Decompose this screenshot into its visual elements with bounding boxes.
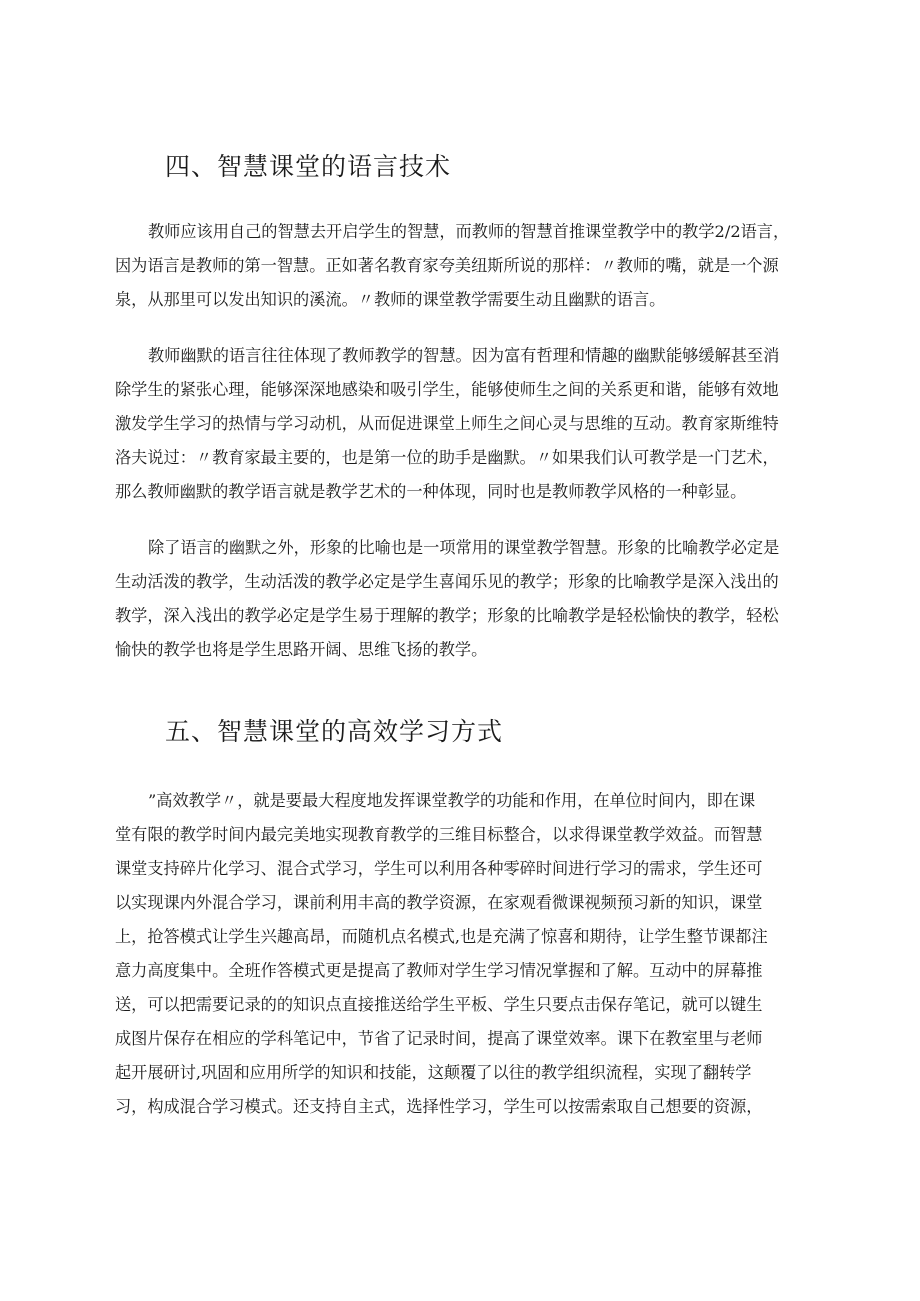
text-line: ”高效教学〃，就是要最大程度地发挥课堂教学的功能和作用，在单位时间内，即在课: [148, 791, 756, 810]
text-line: 生动活泼的教学，生动活泼的教学必定是学生喜闻乐见的教学；形象的比喻教学是深入浅出的: [115, 572, 779, 591]
text-line: 上，抢答模式让学生兴趣高昂，而随机点名模式,也是充满了惊喜和期待，让学生整节课都注: [115, 927, 768, 946]
text-line: 因为语言是教师的第一智慧。正如著名教育家夸美纽斯所说的那样：〃教师的嘴，就是一个源: [115, 256, 779, 275]
paragraph-4-1: [115, 215, 920, 317]
section-heading-5: 五、智慧课堂的高效学习方式: [165, 717, 504, 746]
text-line: 课堂支持碎片化学习、混合式学习，学生可以利用各种零碎时间进行学习的需求，学生还可: [115, 859, 763, 878]
text-line: 以实现课内外混合学习，课前利用丰高的教学资源，在家观看微课视频预习新的知识，课堂: [115, 893, 763, 912]
text-line: 教师应该用自己的智慧去开启学生的智慧，而教师的智慧首推课堂教学中的教学2/2语言，: [148, 222, 790, 241]
text-line: 除学生的紧张心理，能够深深地感染和吸引学生，能够使师生之间的关系更和谐，能够有效地: [115, 380, 779, 399]
text-line: 堂有限的教学时间内最完美地实现教育教学的三维目标整合，以求得课堂教学效益。而智慧: [115, 825, 763, 844]
text-line: 除了语言的幽默之外，形象的比喻也是一项常用的课堂教学智慧。形象的比喻教学必定是: [148, 538, 780, 557]
text-line: 习，构成混合学习模式。还支持自主式，选择性学习，学生可以按需索取自己想要的资源，: [115, 1097, 763, 1116]
text-line: 教师幽默的语言往往体现了教师教学的智慧。因为富有哲理和情趣的幽默能够缓解甚至消: [148, 346, 780, 365]
paragraph-5-1: [115, 784, 920, 1124]
text-line: 意力高度集中。全班作答模式更是提高了教师对学生学习情况掌握和了解。互动中的屏幕推: [115, 961, 763, 980]
text-line: 成图片保存在相应的学科笔记中，节省了记录时间，提高了课堂效率。课下在教室里与老师: [115, 1029, 763, 1048]
paragraph-4-2: [115, 339, 920, 509]
text-line: 泉，从那里可以发出知识的溪流。〃教师的课堂教学需要生动且幽默的语言。: [115, 290, 666, 309]
text-line: 洛夫说过：〃教育家最主要的，也是第一位的助手是幽默。〃如果我们认可教学是一门艺术，: [115, 448, 779, 467]
text-line: 愉快的教学也将是学生思路开阔、思维飞扬的教学。: [115, 640, 488, 659]
text-line: 起开展研讨,巩固和应用所学的知识和技能，这颠覆了以往的教学组织流程，实现了翻转学: [115, 1063, 752, 1082]
text-line: 激发学生学习的热情与学习动机，从而促进课堂上师生之间心灵与思维的互动。教育家斯维特: [115, 414, 779, 433]
section-heading-4: 四、智慧课堂的语言技术: [165, 152, 452, 181]
text-line: 那么教师幽默的教学语言就是教学艺术的一种体现，同时也是教师教学风格的一种彰显。: [115, 482, 747, 501]
text-line: 送，可以把需要记录的的知识点直接推送给学生平板、学生只要点击保存笔记，就可以键生: [115, 995, 763, 1014]
text-line: 教学，深入浅出的教学必定是学生易于理解的教学；形象的比喻教学是轻松愉快的教学，轻松: [115, 606, 779, 625]
paragraph-4-3: [115, 531, 920, 667]
